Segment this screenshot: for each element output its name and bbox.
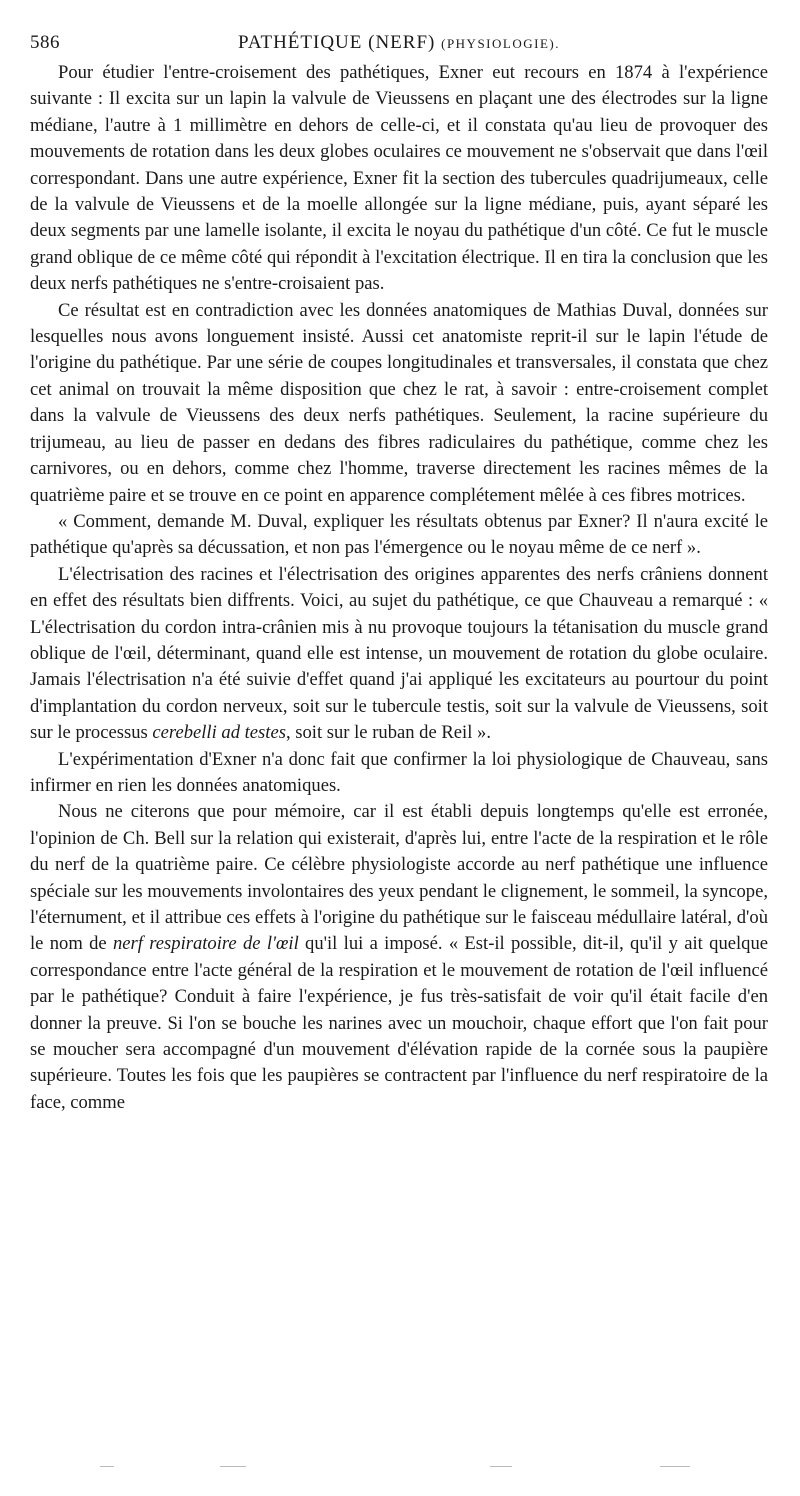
paragraph-chauveau <box>30 562 768 747</box>
paragraph-chauveau-text-a: L'électrisation des racines et l'électrisation des origines apparentes des nerfs crâniens donnent en effet des résultats bien diffrents. Voici, au sujet du pathétique, ce que Chauveau a remarqué : « L'électrisation du cordon intra-crânien mis à nu provoque toujours la tétanisation du muscle grand oblique de l'œil, déterminant, quand elle est intense, un mouvement de rotation du globe oculaire. Jamais l'électrisation n'a été suivie d'effet quand j'ai appliqué les excitateurs au pourtour du point d'implantation du cordon nerveux, soit sur le tubercule testis, soit sur la valvule de Vieussens, soit sur le processus <box>30 563 768 744</box>
scan-mark <box>490 1466 512 1467</box>
paragraph-duval-contradiction: Ce résultat est en contradiction avec les données anatomiques de Mathias Duval, données sur lesquelles nous avons longuement insisté. Aussi cet anatomiste reprit-il sur le lapin l'étude de l'origine du pathétique. Par une série de coupes longitudinales et transversales, il constata que chez cet animal on trouvait la même disposition que chez le rat, à savoir : entre-croisement complet dans la valvule de Vieussens des deux nerfs pathétiques. Seulement, la racine supérieure du trijumeau, au lieu de passer en dedans des fibres radiculaires du pathétique, comme chez les carnivores, ou en dehors, comme chez l'homme, traverse directement les racines mêmes de la quatrième paire et se trouve en ce point en apparence complétement mêlée à ces fibres motrices. <box>30 299 768 506</box>
section-label: (PHYSIOLOGIE). <box>441 36 560 51</box>
scan-mark <box>220 1466 246 1467</box>
paragraph-exner-conclusion: L'expérimentation d'Exner n'a donc fait que confirmer la loi physiologique de Chauveau, sans infirmer en rien les données anatomiques. <box>30 748 768 796</box>
scan-mark <box>100 1466 114 1467</box>
paragraph-bell-text-a: Nous ne citerons que pour mémoire, car il est établi depuis longtemps qu'elle est erronée, l'opinion de Ch. Bell sur la relation qui existerait, d'après lui, entre l'acte de la respiration et le rôle du nerf de la quatrième paire. Ce célèbre physiologiste accorde au nerf pathétique une influence spéciale sur les mouvements involontaires des yeux pendant le clignement, le sommeil, la syncope, l'éternument, et il attribue ces effets à l'origine du pathétique sur le faisceau médullaire latéral, d'où le nom de <box>30 801 768 955</box>
paragraph-bell-italic: nerf respiratoire de l'œil <box>112 933 299 955</box>
paragraph-exner-experiment: Pour étudier l'entre-croisement des pathétiques, Exner eut recours en 1874 à l'expérience suivante : Il excita sur un lapin la valvule de Vieussens en plaçant une des électrodes sur la ligne médiane, l'autre à 1 millimètre en dehors de celle-ci, et il constata qu'au lieu de provoquer des mouvements de rotation dans les deux globes oculaires ce mouvement ne s'observait que dans l'œil correspondant. Dans une autre expérience, Exner fit la section des tubercules quadrijumeaux, celle de la valvule de Vieussens et de la moelle allongée sur la ligne médiane, puis, ayant séparé les deux segments par une lamelle isolante, il excita le noyau du pathétique d'un côté. Ce fut le muscle grand oblique de ce même côté qui répondit à l'excitation électrique. Il en tira la conclusion que les deux nerfs pathétiques ne s'entre-croisaient pas. <box>30 62 768 295</box>
paragraph-chauveau-text-b: , soit sur le ruban de Reil ». <box>285 722 491 744</box>
scan-mark <box>660 1466 690 1467</box>
paragraph-chauveau-italic: cerebelli ad testes <box>152 722 286 744</box>
paragraph-bell-text-b: qu'il lui a imposé. « Est-il possible, dit-il, qu'il y ait quelque correspondance entre l'acte général de la respiration et le mouvement de rotation de l'œil influencé par le pathétique? Conduit à faire l'expérience, je fus très-satisfait de voir qu'il était facile d'en donner la preuve. Si l'on se bouche les narines avec un mouchoir, chaque effort que l'on fait pour se moucher sera accompagné d'un mouvement d'élévation rapide de la cornée sous la paupière supérieure. Toutes les fois que les paupières se contractent par l'influence du nerf respiratoire de la face, comme <box>30 933 768 1113</box>
article-title: PATHÉTIQUE (NERF) <box>238 32 436 53</box>
running-head <box>30 28 768 60</box>
scan-marks <box>100 1466 700 1472</box>
paragraph-duval-quote: « Comment, demande M. Duval, expliquer les résultats obtenus par Exner? Il n'aura excité le pathétique qu'après sa décussation, et non pas l'émergence ou le noyau même de ce nerf ». <box>30 510 768 559</box>
body-text <box>30 60 768 1116</box>
document-page <box>30 28 768 1116</box>
paragraph-bell-opinion <box>30 799 768 1116</box>
running-title <box>30 32 768 54</box>
page-number: 586 <box>30 32 60 53</box>
